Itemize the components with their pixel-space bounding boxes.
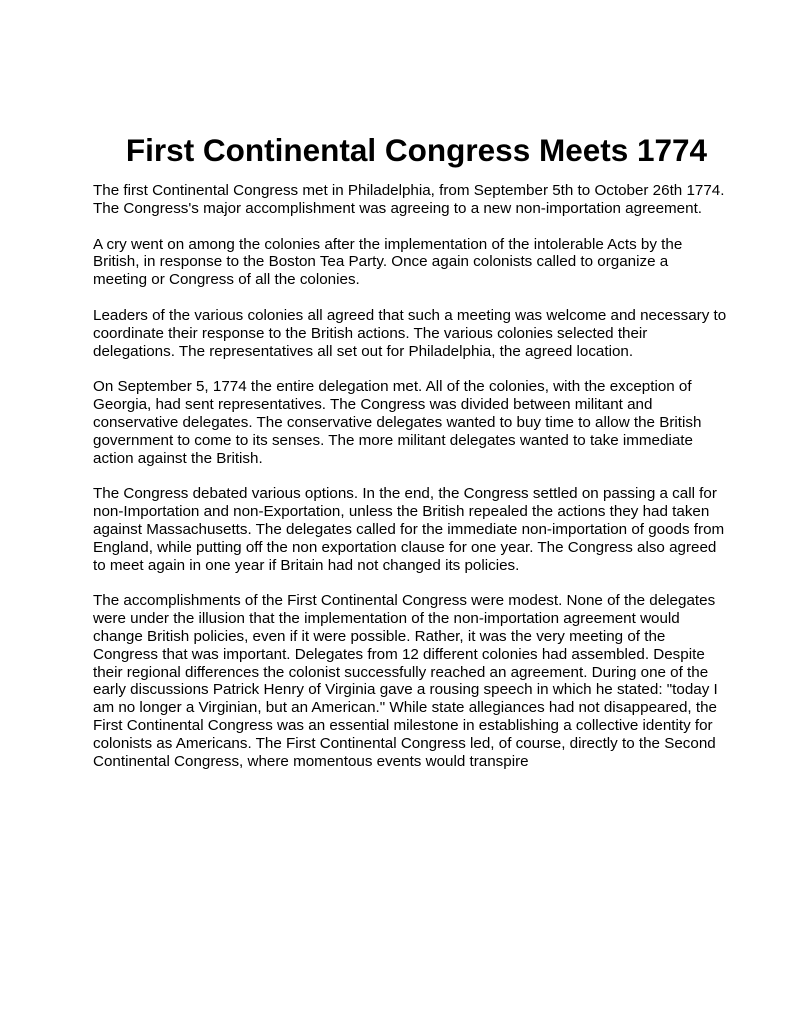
text-line: were under the illusion that the implementation of the non-importation agreement would [93,610,680,628]
paragraph [93,378,748,467]
paragraph [93,592,748,770]
text-line: government to come to its senses. The more militant delegates wanted to take immediate [93,431,693,449]
text-line: England, while putting off the non exportation clause for one year. The Congress also agreed [93,538,717,556]
document-body [93,182,748,788]
text-line: early discussions Patrick Henry of Virginia gave a rousing speech in which he stated: "today I [93,681,718,699]
paragraph [93,182,748,218]
text-line: Georgia, had sent representatives. The Congress was divided between militant and [93,396,653,414]
text-line: British, in response to the Boston Tea Party. Once again colonists called to organize a [93,253,669,271]
text-line: non-Importation and non-Exportation, unless the British repealed the actions they had taken [93,503,710,521]
text-line: The first Continental Congress met in Philadelphia, from September 5th to October 26th 1774. [93,182,725,199]
text-line: their regional differences the colonist successfully reached an agreement. During one of the [93,663,709,681]
text-line: action against the British. [93,449,263,467]
paragraph [93,236,748,289]
text-line: change British policies, even if it were possible. Rather, it was the very meeting of the [93,627,666,645]
text-line: The Congress's major accomplishment was agreeing to a new non-importation agreement. [93,199,703,217]
text-line: Continental Congress, where momentous events would transpire [93,752,529,770]
text-line: Leaders of the various colonies all agreed that such a meeting was welcome and necessary to [93,306,727,324]
text-line: meeting or Congress of all the colonies. [93,271,360,289]
text-line: delegations. The representatives all set out for Philadelphia, the agreed location. [93,342,634,360]
text-line: The Congress debated various options. In the end, the Congress settled on passing a call for [93,485,717,503]
text-line: On September 5, 1774 the entire delegation met. All of the colonies, with the exception of [93,378,692,396]
page-title: First Continental Congress Meets 1774 [125,132,708,168]
text-line: conservative delegates. The conservative delegates wanted to buy time to allow the British [93,413,702,431]
text-line: coordinate their response to the British actions. The various colonies selected their [93,324,648,342]
text-line: against Massachusetts. The delegates called for the immediate non-importation of goods from [93,520,725,538]
text-line: Congress that was important. Delegates from 12 different colonies had assembled. Despite [93,645,705,663]
text-line: to meet again in one year if Britain had not changed its policies. [93,556,520,574]
text-line: am no longer a Virginian, but an American." While state allegiances had not disappeared, the [93,699,717,717]
text-line: colonists as Americans. The First Continental Congress led, of course, directly to the Second [93,734,716,752]
text-line: The accomplishments of the First Continental Congress were modest. None of the delegates [93,592,716,610]
paragraph [93,485,748,574]
text-line: First Continental Congress was an essential milestone in establishing a collective identity for [93,716,713,734]
text-line: A cry went on among the colonies after the implementation of the intolerable Acts by the [93,235,683,253]
paragraph [93,307,748,360]
